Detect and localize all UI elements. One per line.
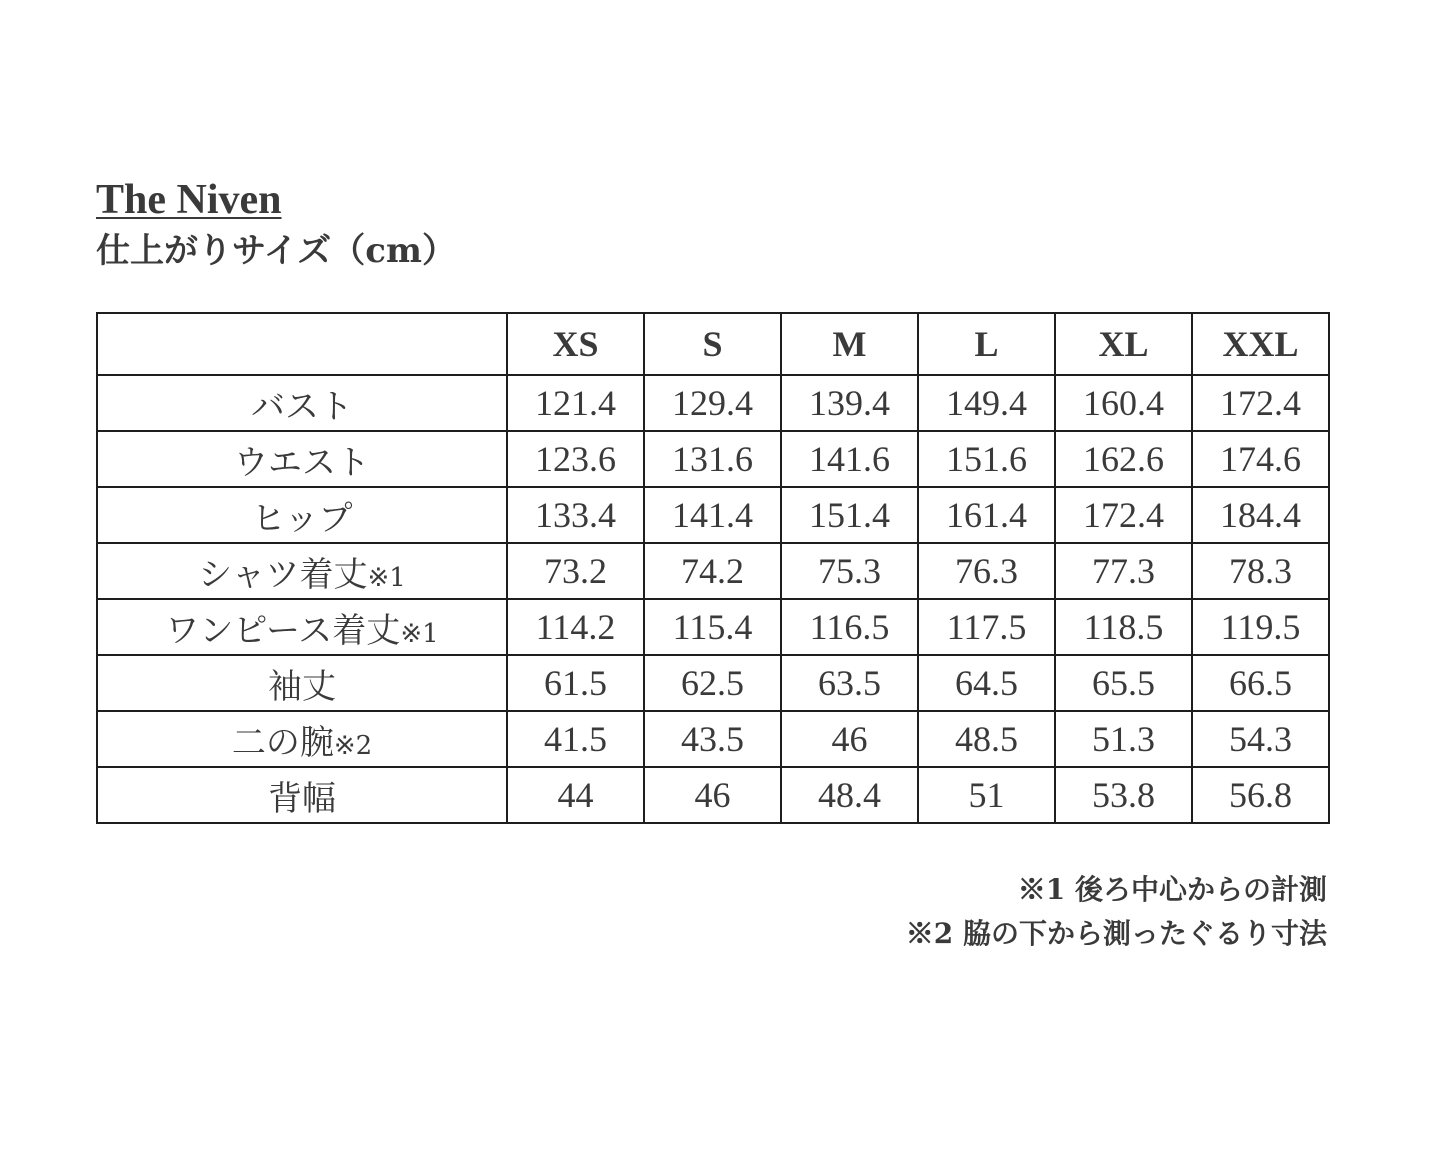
measurement-value: 43.5 <box>644 711 781 767</box>
measurement-value: 74.2 <box>644 543 781 599</box>
size-column-header: XS <box>507 313 644 375</box>
footnote: ※1 後ろ中心からの計測 <box>1017 873 1327 906</box>
measurement-value: 184.4 <box>1192 487 1329 543</box>
measurement-value: 117.5 <box>918 599 1055 655</box>
measurement-value: 46 <box>644 767 781 823</box>
measurement-value: 41.5 <box>507 711 644 767</box>
measurement-value: 77.3 <box>1055 543 1192 599</box>
measurement-value: 44 <box>507 767 644 823</box>
measurement-value: 118.5 <box>1055 599 1192 655</box>
size-header-row <box>97 313 1329 375</box>
size-column-header: XXL <box>1192 313 1329 375</box>
measurement-value: 64.5 <box>918 655 1055 711</box>
measurement-value: 51.3 <box>1055 711 1192 767</box>
measurement-value: 131.6 <box>644 431 781 487</box>
measurement-value: 174.6 <box>1192 431 1329 487</box>
measurement-label: 二の腕※2 <box>97 711 507 767</box>
measurement-value: 116.5 <box>781 599 918 655</box>
size-column-header: L <box>918 313 1055 375</box>
measurement-label: ワンピース着丈※1 <box>97 599 507 655</box>
measurement-label: 背幅 <box>97 767 507 823</box>
measurement-value: 160.4 <box>1055 375 1192 431</box>
measurement-value: 48.4 <box>781 767 918 823</box>
measurement-value: 48.5 <box>918 711 1055 767</box>
size-chart-subtitle: 仕上がりサイズ（cm） <box>96 231 456 271</box>
measurement-value: 115.4 <box>644 599 781 655</box>
measurement-value: 129.4 <box>644 375 781 431</box>
measurement-value: 121.4 <box>507 375 644 431</box>
product-title: The Niven <box>96 177 282 223</box>
measurement-label: 袖丈 <box>97 655 507 711</box>
measurement-value: 119.5 <box>1192 599 1329 655</box>
measurement-value: 141.6 <box>781 431 918 487</box>
measurement-value: 66.5 <box>1192 655 1329 711</box>
measurement-value: 51 <box>918 767 1055 823</box>
measurement-value: 56.8 <box>1192 767 1329 823</box>
measurement-label: バスト <box>97 375 507 431</box>
table-row <box>97 711 1329 767</box>
measurement-value: 162.6 <box>1055 431 1192 487</box>
footnote: ※2 脇の下から測ったぐるり寸法 <box>905 917 1327 950</box>
size-column-header: XL <box>1055 313 1192 375</box>
measurement-value: 76.3 <box>918 543 1055 599</box>
measurement-value: 61.5 <box>507 655 644 711</box>
measurement-value: 139.4 <box>781 375 918 431</box>
measurement-value: 78.3 <box>1192 543 1329 599</box>
measurement-value: 46 <box>781 711 918 767</box>
measurement-value: 54.3 <box>1192 711 1329 767</box>
measurement-value: 62.5 <box>644 655 781 711</box>
table-row <box>97 655 1329 711</box>
corner-cell <box>97 313 507 375</box>
measurement-value: 123.6 <box>507 431 644 487</box>
measurement-label: ウエスト <box>97 431 507 487</box>
measurement-value: 114.2 <box>507 599 644 655</box>
table-row <box>97 431 1329 487</box>
measurement-value: 63.5 <box>781 655 918 711</box>
measurement-value: 53.8 <box>1055 767 1192 823</box>
measurement-value: 151.6 <box>918 431 1055 487</box>
measurement-value: 172.4 <box>1192 375 1329 431</box>
measurement-value: 151.4 <box>781 487 918 543</box>
table-row <box>97 767 1329 823</box>
measurement-value: 75.3 <box>781 543 918 599</box>
measurement-value: 149.4 <box>918 375 1055 431</box>
size-column-header: S <box>644 313 781 375</box>
measurement-value: 141.4 <box>644 487 781 543</box>
measurement-value: 73.2 <box>507 543 644 599</box>
size-table <box>96 312 1330 824</box>
measurement-value: 161.4 <box>918 487 1055 543</box>
size-column-header: M <box>781 313 918 375</box>
table-row <box>97 543 1329 599</box>
footnotes <box>906 868 1327 956</box>
measurement-value: 133.4 <box>507 487 644 543</box>
measurement-value: 172.4 <box>1055 487 1192 543</box>
table-row <box>97 599 1329 655</box>
table-row <box>97 487 1329 543</box>
measurement-value: 65.5 <box>1055 655 1192 711</box>
measurement-label: ヒップ <box>97 487 507 543</box>
table-row <box>97 375 1329 431</box>
measurement-label: シャツ着丈※1 <box>97 543 507 599</box>
